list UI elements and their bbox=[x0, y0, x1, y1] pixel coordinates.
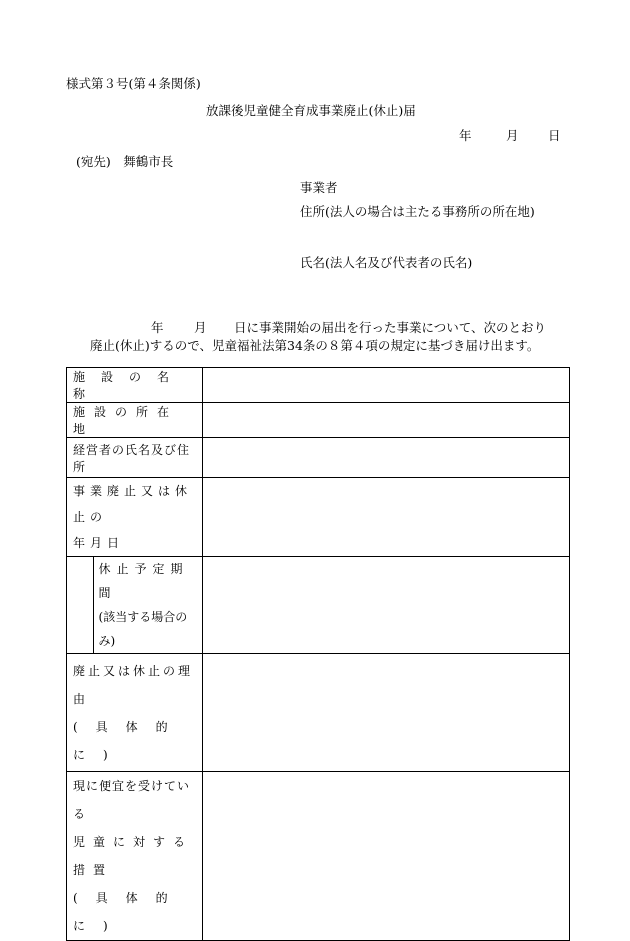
reason-label: 廃止又は休止の理由 (具体的に) bbox=[67, 654, 203, 772]
date-month-char: 月 bbox=[506, 128, 519, 143]
measures-value[interactable] bbox=[203, 772, 570, 941]
addressee: (宛先) 舞鶴市長 bbox=[76, 154, 174, 169]
facility-name-label: 施設の名称 bbox=[67, 368, 203, 403]
body-line2-text: 廃止(休止)するので、児童福祉法第34条の８第４項の規定に基づき届け出ます。 bbox=[90, 338, 540, 353]
date-year-char: 年 bbox=[459, 128, 472, 143]
measures-label: 現に便宜を受けている 児童に対する措置 (具体的に) bbox=[67, 772, 203, 941]
address-label: 住所(法人の場合は主たる事務所の所在地) bbox=[300, 204, 535, 219]
form-number: 様式第３号(第４条関係) bbox=[66, 76, 201, 91]
body-year-char: 年 bbox=[151, 320, 164, 335]
body-line1-text: 日に事業開始の届出を行った事業について、次のとおり bbox=[234, 320, 547, 335]
closure-date-label: 事業廃止又は休止の 年月日 bbox=[67, 478, 203, 557]
facility-location-value[interactable] bbox=[203, 403, 570, 438]
business-label: 事業者 bbox=[300, 180, 338, 195]
closure-date-value[interactable] bbox=[203, 478, 570, 557]
indent-cell bbox=[67, 557, 94, 653]
suspension-period-value[interactable] bbox=[203, 557, 570, 654]
facility-name-value[interactable] bbox=[203, 368, 570, 403]
date-day-char: 日 bbox=[548, 128, 561, 143]
reason-value[interactable] bbox=[203, 654, 570, 772]
body-month-char: 月 bbox=[194, 320, 207, 335]
operator-value[interactable] bbox=[203, 438, 570, 478]
facility-location-label: 施設の所在地 bbox=[67, 403, 203, 438]
notification-table bbox=[66, 367, 570, 941]
operator-label: 経営者の氏名及び住所 bbox=[67, 438, 203, 478]
suspension-period-label: 休止予定期間 (該当する場合のみ) bbox=[67, 557, 203, 654]
form-title: 放課後児童健全育成事業廃止(休止)届 bbox=[206, 103, 416, 118]
name-label: 氏名(法人名及び代表者の氏名) bbox=[300, 255, 473, 270]
